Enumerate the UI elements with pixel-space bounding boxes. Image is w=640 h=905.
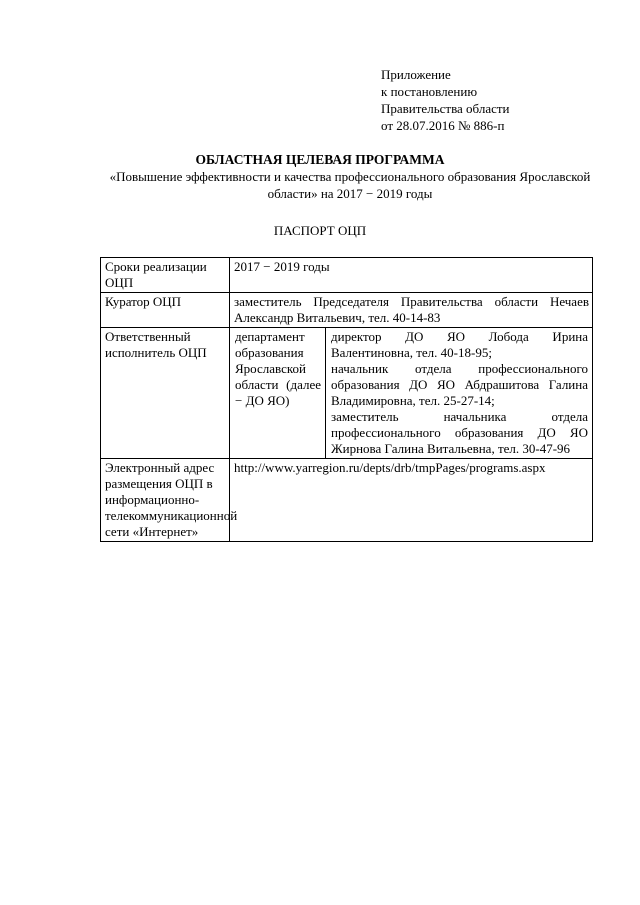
appendix-line-3: Правительства области (381, 101, 510, 116)
executor-label: Ответственный исполнитель ОЦП (101, 328, 230, 459)
program-title: ОБЛАСТНАЯ ЦЕЛЕВАЯ ПРОГРАММА (195, 152, 445, 167)
curator-label: Куратор ОЦП (101, 293, 230, 328)
appendix-block (381, 66, 510, 134)
address-label: Электронный адрес размещения ОЦП в информационно-телекоммуникационной сети «Интернет» (101, 459, 230, 542)
passport-title: ПАСПОРТ ОЦП (273, 223, 367, 238)
executor-contact-1: директор ДО ЯО Лобода Ирина Валентиновна, тел. 40-18-95; (331, 329, 588, 360)
terms-value: 2017 − 2019 годы (230, 258, 593, 293)
address-value[interactable]: http://www.yarregion.ru/depts/drb/tmpPages/programs.aspx (230, 459, 593, 542)
executor-contact-2: начальник отдела профессионального образования ДО ЯО Абдрашитова Галина Владимировна, тел. 25-27-14; (331, 361, 588, 408)
program-subtitle: «Повышение эффективности и качества профессионального образования Ярославской области» на 2017 − 2019 годы (109, 169, 591, 201)
executor-department: департамент образования Ярославской области (далее − ДО ЯО) (230, 328, 326, 458)
appendix-line-2: к постановлению (381, 84, 478, 99)
executor-value (230, 328, 593, 459)
row-executor (101, 328, 593, 459)
appendix-line-1: Приложение (381, 67, 451, 82)
curator-value: заместитель Председателя Правительства области Нечаев Александр Витальевич, тел. 40-14-83 (230, 293, 593, 328)
appendix-line-4: от 28.07.2016 № 886-п (381, 118, 505, 133)
terms-label: Сроки реализации ОЦП (101, 258, 230, 293)
row-terms (101, 258, 593, 293)
row-address (101, 459, 593, 542)
executor-contacts (326, 328, 593, 458)
row-curator (101, 293, 593, 328)
executor-inner-table (230, 328, 592, 458)
passport-table (100, 257, 593, 542)
executor-contact-3: заместитель начальника отдела профессионального образования ДО ЯО Жирнова Галина Витальевна, тел. 30-47-96 (331, 409, 588, 456)
